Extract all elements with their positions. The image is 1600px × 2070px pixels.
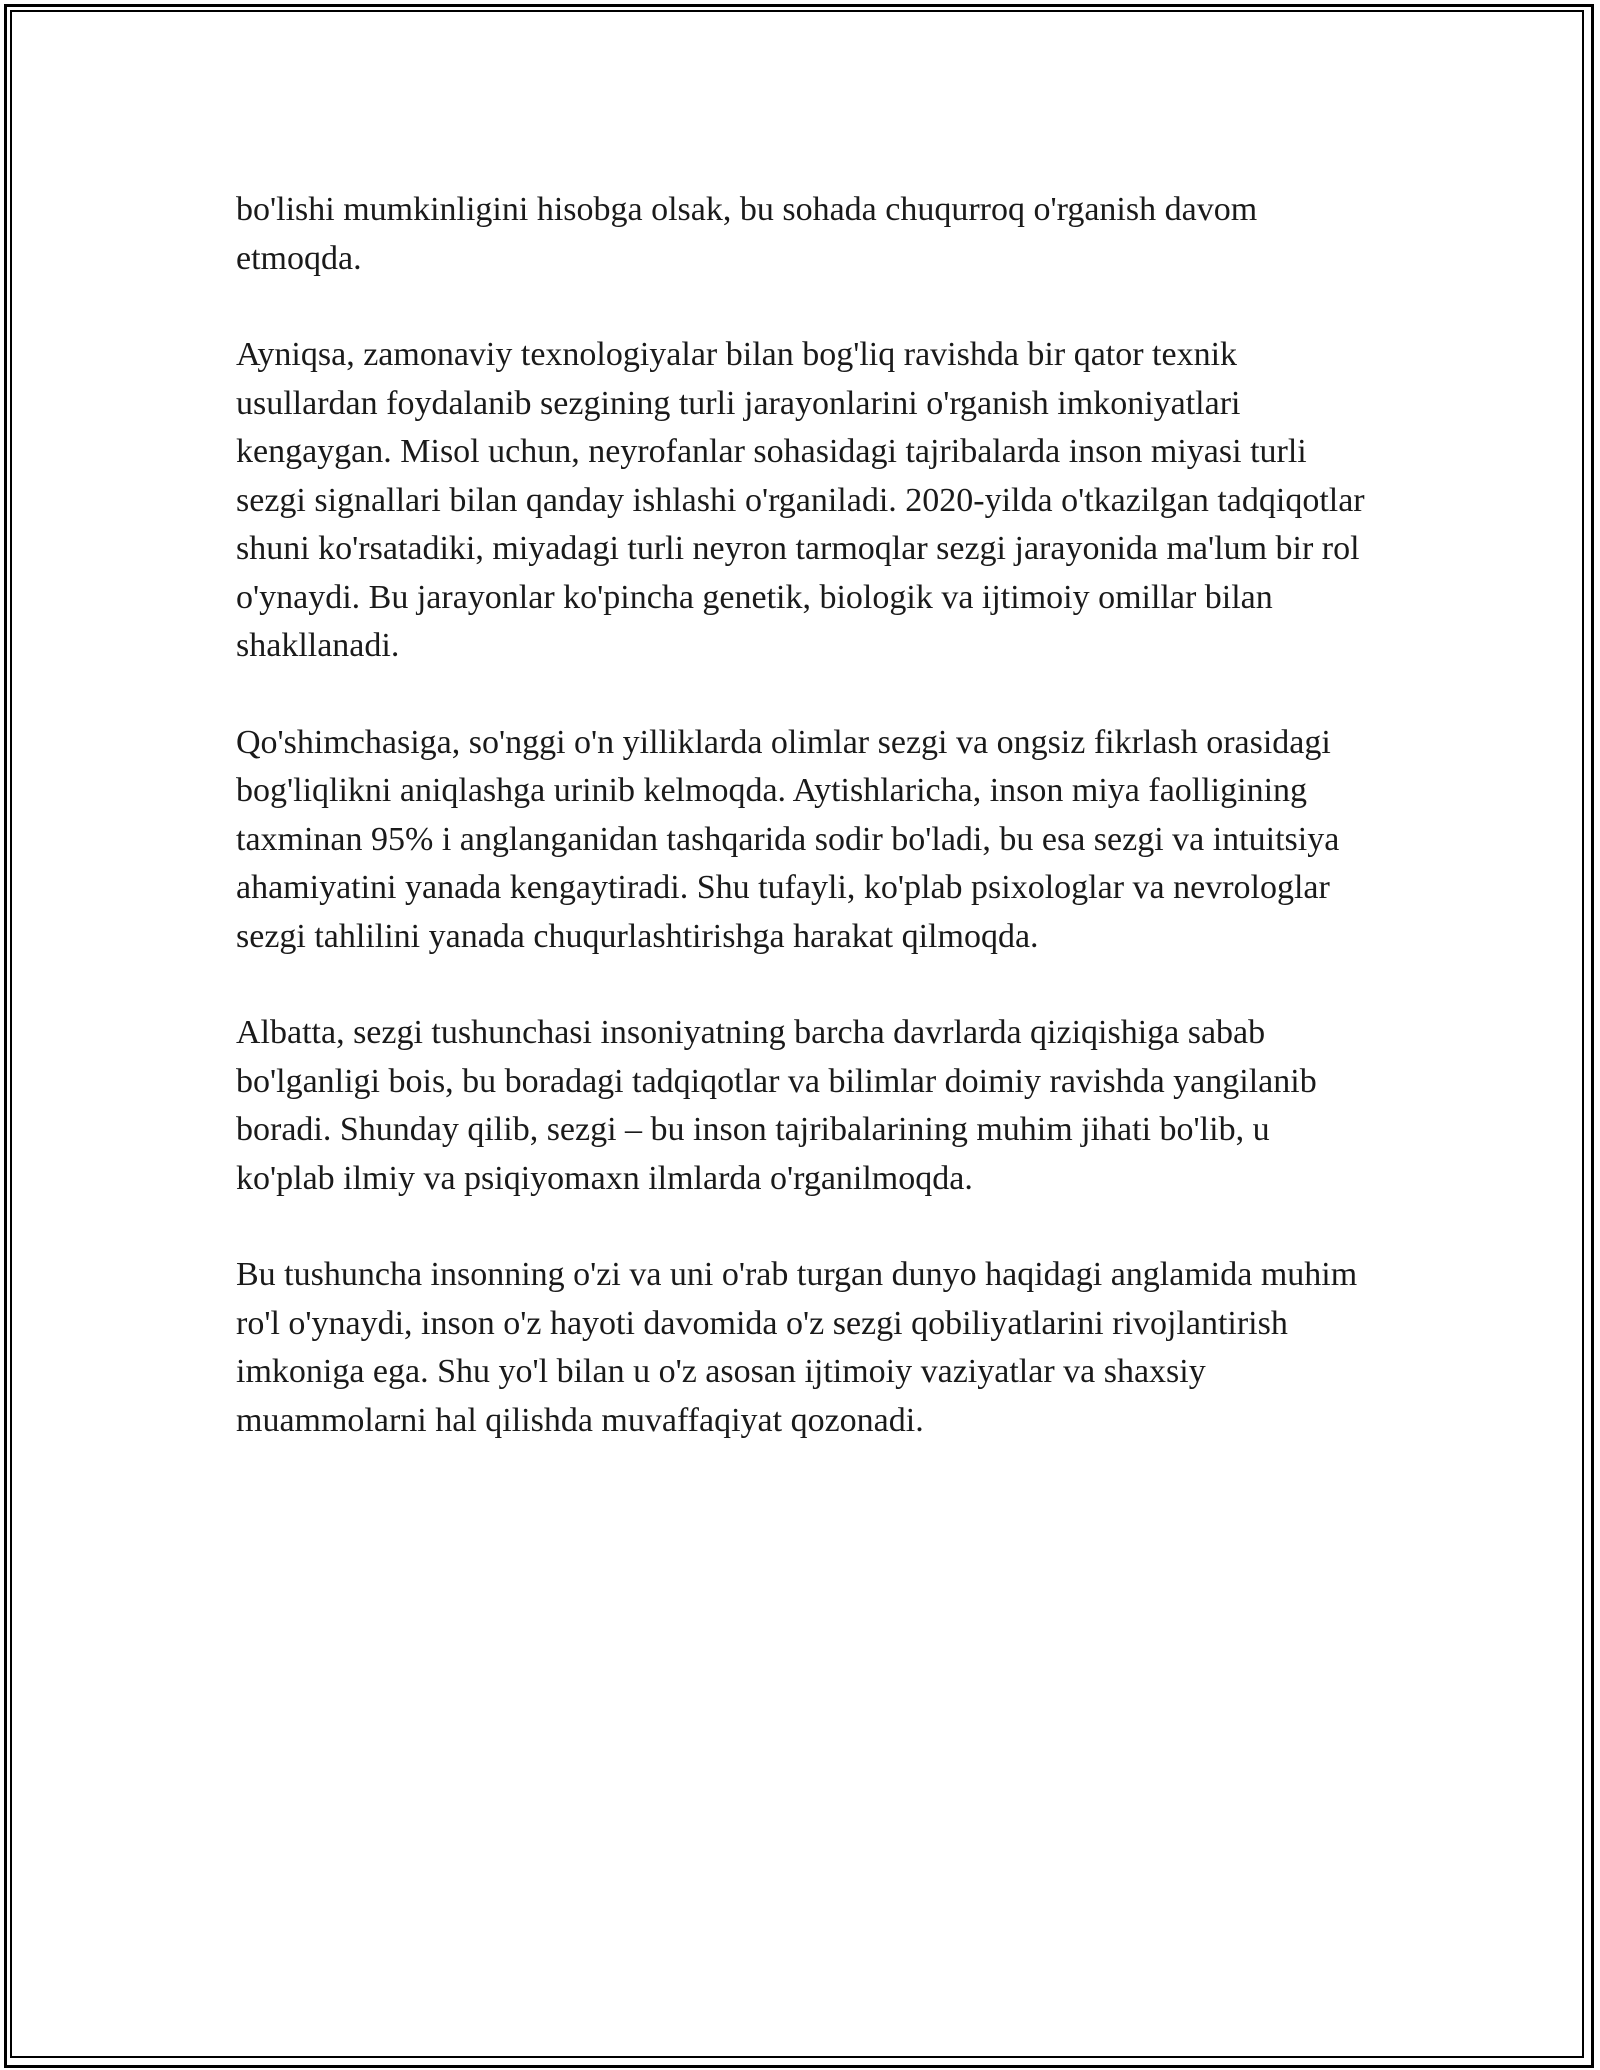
document-body bbox=[236, 186, 1366, 1493]
paragraph: bo'lishi mumkinligini hisobga olsak, bu sohada chuqurroq o'rganish davom etmoqda. bbox=[236, 191, 1258, 277]
paragraph: Bu tushuncha insonning o'zi va uni o'rab turgan dunyo haqidagi anglamida muhim ro'l o'ynaydi, inson o'z hayoti davomida o'z sezgi qobiliyatlarini rivojlantirish imkoniga ega. Shu yo'l bilan u o'z asosan ijtimoiy vaziyatlar va shaxsiy muammolarni hal qilishda muvaffaqiyat qozonadi. bbox=[236, 1256, 1358, 1439]
paragraph: Albatta, sezgi tushunchasi insoniyatning barcha davrlarda qiziqishiga sabab bo'lganligi bois, bu boradagi tadqiqotlar va bilimlar doimiy ravishda yangilanib boradi. Shunday qilib, sezgi – bu inson tajribalarining muhim jihati bo'lib, u ko'plab ilmiy va psiqiyomaxn ilmlarda o'rganilmoqda. bbox=[236, 1014, 1317, 1197]
paragraph: Qo'shimchasiga, so'nggi o'n yilliklarda olimlar sezgi va ongsiz fikrlash orasidagi bog'liqlikni aniqlashga urinib kelmoqda. Aytishlaricha, inson miya faolligining taxminan 95% i anglanganidan tashqarida sodir bo'ladi, bu esa sezgi va intuitsiya ahamiyatini yanada kengaytiradi. Shu tufayli, ko'plab psixologlar va nevrologlar sezgi tahlilini yanada chuqurlashtirishga harakat qilmoqda. bbox=[236, 723, 1340, 955]
paragraph: Ayniqsa, zamonaviy texnologiyalar bilan bog'liq ravishda bir qator texnik usullardan foydalanib sezgining turli jarayonlarini o'rganish imkoniyatlari kengaygan. Misol uchun, neyrofanlar sohasidagi tajribalarda inson miyasi turli sezgi signallari bilan qanday ishlashi o'rganiladi. 2020-yilda o'tkazilgan tadqiqotlar shuni ko'rsatadiki, miyadagi turli neyron tarmoqlar sezgi jarayonida ma'lum bir rol o'ynaydi. Bu jarayonlar ko'pincha genetik, biologik va ijtimoiy omillar bilan shakllanadi. bbox=[236, 336, 1365, 664]
